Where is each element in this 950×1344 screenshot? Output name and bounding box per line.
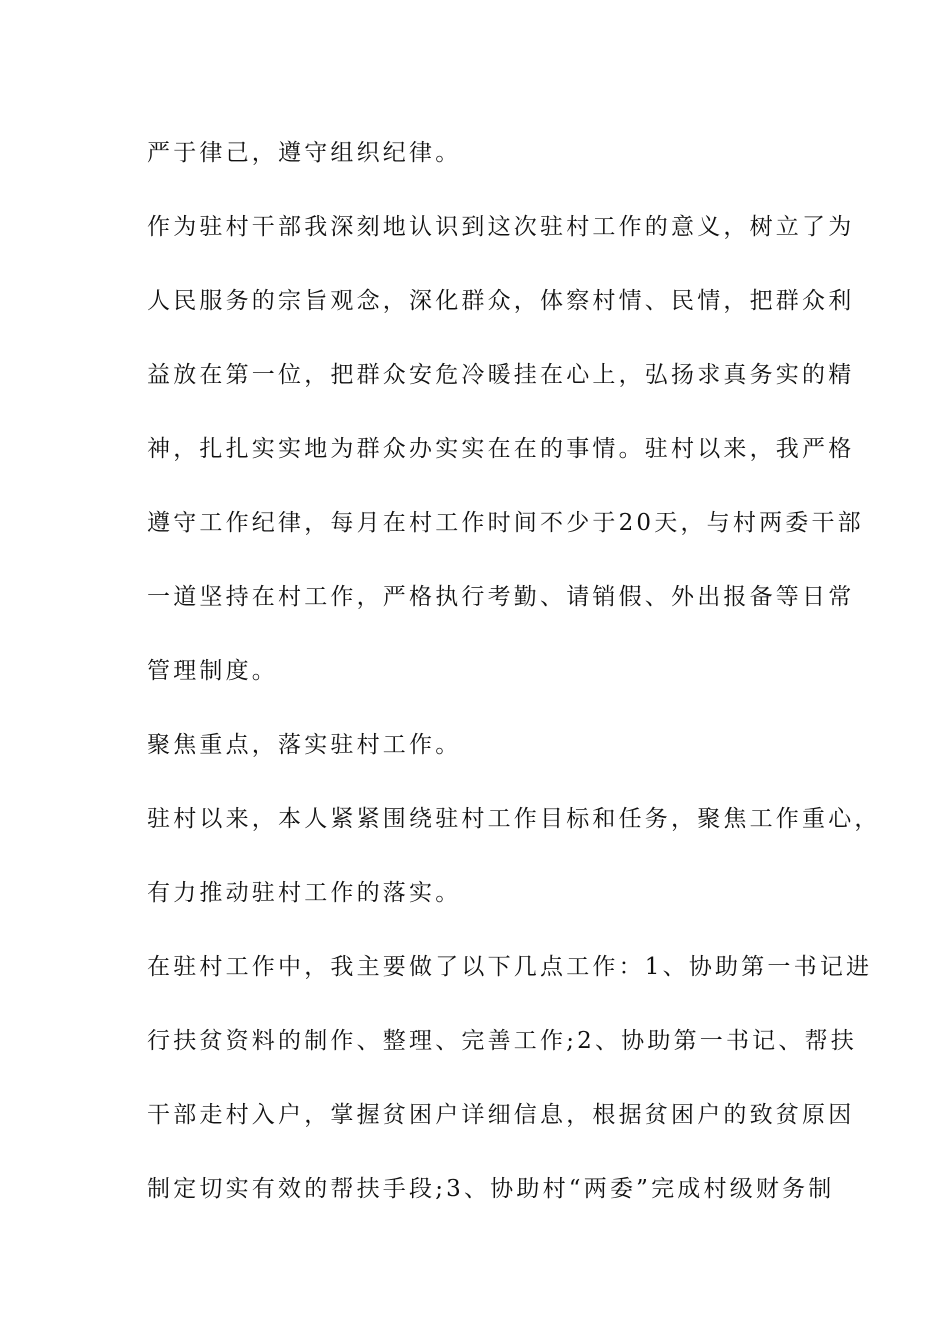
text-line: 益放在第一位，把群众安危冷暖挂在心上，弘扬求真务实的精	[147, 362, 855, 388]
text-line: 行扶贫资料的制作、整理、完善工作;2、协助第一书记、帮扶	[147, 1028, 857, 1054]
text-line: 人民服务的宗旨观念，深化群众，体察村情、民情，把群众利	[147, 288, 855, 314]
text-line: 遵守工作纪律，每月在村工作时间不少于20天，与村两委干部	[147, 510, 864, 536]
text-line: 严于律己，遵守组织纪律。	[147, 140, 462, 166]
text-line: 在驻村工作中，我主要做了以下几点工作：1、协助第一书记进	[147, 954, 873, 980]
text-line: 干部走村入户，掌握贫困户详细信息，根据贫困户的致贫原因	[147, 1102, 855, 1128]
text-line: 作为驻村干部我深刻地认识到这次驻村工作的意义，树立了为	[147, 214, 855, 240]
text-line: 管理制度。	[147, 658, 278, 684]
text-line: 聚焦重点，落实驻村工作。	[147, 732, 462, 758]
text-line: 一道坚持在村工作，严格执行考勤、请销假、外出报备等日常	[147, 584, 855, 610]
text-line: 神，扎扎实实地为群众办实实在在的事情。驻村以来，我严格	[147, 436, 855, 462]
text-line: 驻村以来，本人紧紧围绕驻村工作目标和任务，聚焦工作重心，	[147, 806, 881, 832]
text-line: 有力推动驻村工作的落实。	[147, 880, 462, 906]
text-line: 制定切实有效的帮扶手段;3、协助村“两委”完成村级财务制	[147, 1176, 835, 1202]
